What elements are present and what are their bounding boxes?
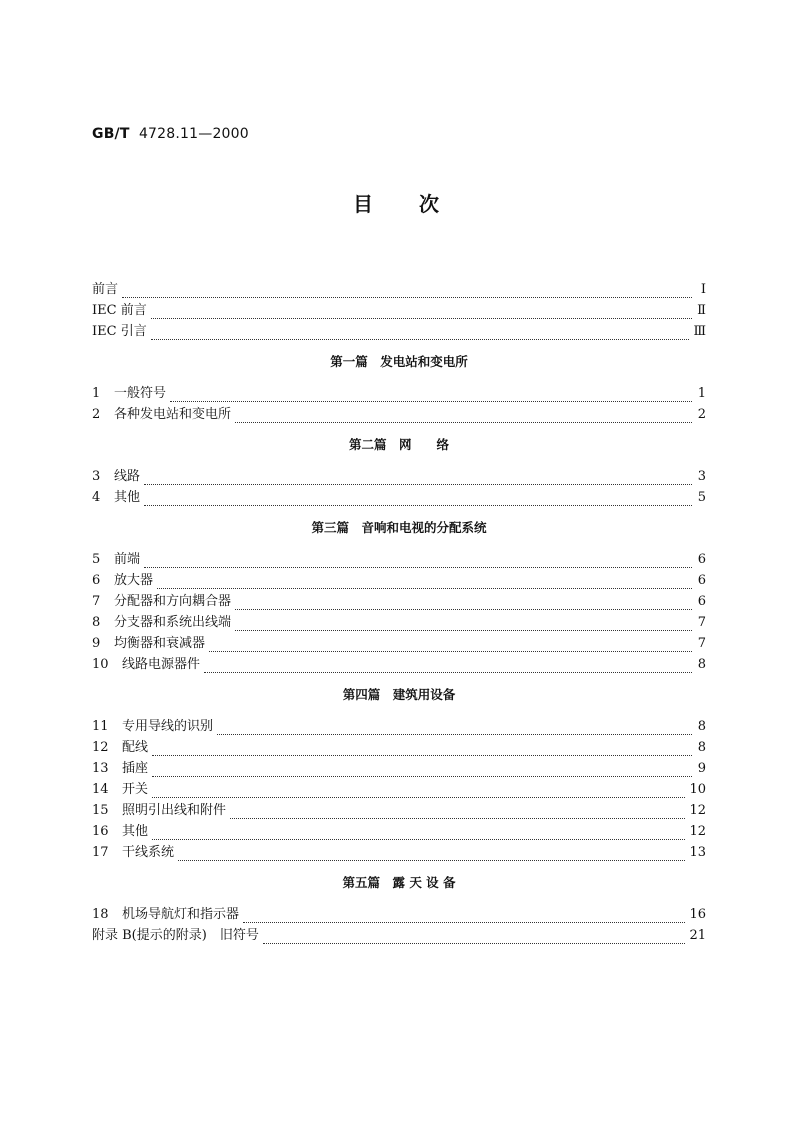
toc-entry[interactable] xyxy=(92,904,706,925)
toc-entry-label: 开关 xyxy=(122,782,149,797)
toc-entry-page: 6 xyxy=(697,552,706,567)
toc-entry[interactable] xyxy=(92,612,706,633)
toc-entry-label: 前言 xyxy=(92,282,119,297)
standard-code-prefix: GB/T xyxy=(92,126,130,142)
toc-entry-label: 放大器 xyxy=(114,573,154,588)
toc-entry[interactable] xyxy=(92,779,706,800)
table-of-contents xyxy=(92,279,706,946)
toc-entry-page: Ⅱ xyxy=(697,303,706,318)
toc-entry[interactable] xyxy=(92,300,706,321)
toc-entry[interactable] xyxy=(92,570,706,591)
toc-entry-page: 7 xyxy=(697,615,706,630)
toc-entry-page: 10 xyxy=(689,782,706,797)
standard-code xyxy=(92,126,249,142)
toc-entry-label: IEC 引言 xyxy=(92,324,147,339)
toc-dot-leader xyxy=(235,618,692,631)
toc-entry-page: 13 xyxy=(689,845,706,860)
toc-entry-number: 15 xyxy=(92,803,109,818)
toc-entry[interactable] xyxy=(92,279,706,300)
toc-entry-page: 12 xyxy=(689,824,706,839)
toc-dot-leader xyxy=(230,806,685,819)
toc-entry[interactable] xyxy=(92,466,706,487)
toc-entry-page: 7 xyxy=(697,636,706,651)
toc-entry[interactable] xyxy=(92,383,706,404)
toc-entry-label: 其他 xyxy=(122,824,149,839)
toc-entry-label: 线路 xyxy=(114,469,141,484)
toc-entry-page: Ⅰ xyxy=(700,282,706,297)
toc-entry-number: 9 xyxy=(92,636,101,651)
toc-dot-leader xyxy=(152,764,692,777)
toc-dot-leader xyxy=(170,389,692,402)
toc-dot-leader xyxy=(243,910,685,923)
toc-entry-number: 18 xyxy=(92,907,109,922)
toc-dot-leader xyxy=(152,743,692,756)
toc-entry-label: 附录 B(提示的附录) 旧符号 xyxy=(92,928,259,943)
part-heading: 第四篇 建筑用设备 xyxy=(342,687,456,702)
toc-dot-leader xyxy=(235,597,692,610)
toc-entry-number: 1 xyxy=(92,386,101,401)
part-heading: 第三篇 音响和电视的分配系统 xyxy=(311,520,487,535)
toc-entry[interactable] xyxy=(92,404,706,425)
toc-entry-number: 12 xyxy=(92,740,109,755)
toc-entry-number: 3 xyxy=(92,469,101,484)
toc-entry[interactable] xyxy=(92,737,706,758)
toc-dot-leader xyxy=(151,306,692,319)
toc-entry-page: 5 xyxy=(697,490,706,505)
toc-entry-label: 均衡器和衰减器 xyxy=(114,636,206,651)
toc-entry-number: 17 xyxy=(92,845,109,860)
toc-entry-page: 2 xyxy=(697,407,706,422)
toc-entry-number: 13 xyxy=(92,761,109,776)
toc-dot-leader xyxy=(217,722,692,735)
toc-entry-label: 线路电源器件 xyxy=(122,657,201,672)
toc-entry[interactable] xyxy=(92,716,706,737)
toc-entry[interactable] xyxy=(92,758,706,779)
toc-entry-page: 21 xyxy=(689,928,706,943)
toc-entry-label: 专用导线的识别 xyxy=(122,719,214,734)
toc-entry-number: 16 xyxy=(92,824,109,839)
toc-entry-label: 干线系统 xyxy=(122,845,175,860)
toc-entry-label: IEC 前言 xyxy=(92,303,147,318)
toc-entry-label: 一般符号 xyxy=(114,386,167,401)
toc-entry-label: 各种发电站和变电所 xyxy=(114,407,232,422)
toc-entry-page: 8 xyxy=(697,657,706,672)
toc-dot-leader xyxy=(151,327,690,340)
toc-entry-page: 6 xyxy=(697,573,706,588)
toc-entry-page: Ⅲ xyxy=(693,324,706,339)
toc-dot-leader xyxy=(263,931,686,944)
toc-entry-label: 其他 xyxy=(114,490,141,505)
toc-entry-number: 8 xyxy=(92,615,101,630)
toc-entry[interactable] xyxy=(92,842,706,863)
part-heading: 第二篇 网 络 xyxy=(348,437,449,452)
toc-dot-leader xyxy=(122,285,692,298)
toc-entry[interactable] xyxy=(92,633,706,654)
toc-entry-number: 7 xyxy=(92,594,101,609)
toc-entry-page: 8 xyxy=(697,740,706,755)
toc-dot-leader xyxy=(152,785,685,798)
toc-dot-leader xyxy=(235,410,692,423)
toc-dot-leader xyxy=(204,660,692,673)
toc-title: 目 次 xyxy=(353,192,441,216)
toc-entry[interactable] xyxy=(92,549,706,570)
toc-dot-leader xyxy=(144,493,692,506)
toc-entry-number: 2 xyxy=(92,407,101,422)
toc-entry-number: 5 xyxy=(92,552,101,567)
toc-dot-leader xyxy=(144,555,692,568)
toc-entry-label: 插座 xyxy=(122,761,149,776)
toc-dot-leader xyxy=(209,639,692,652)
toc-dot-leader xyxy=(178,848,685,861)
part-heading: 第一篇 发电站和变电所 xyxy=(330,354,468,369)
toc-entry[interactable] xyxy=(92,487,706,508)
toc-entry-label: 前端 xyxy=(114,552,141,567)
standard-code-number: 4728.11—2000 xyxy=(138,126,249,142)
part-heading: 第五篇 露 天 设 备 xyxy=(342,875,456,890)
toc-entry-page: 16 xyxy=(689,907,706,922)
toc-entry-label: 照明引出线和附件 xyxy=(122,803,227,818)
toc-entry-label: 配线 xyxy=(122,740,149,755)
toc-entry[interactable] xyxy=(92,654,706,675)
toc-entry[interactable] xyxy=(92,591,706,612)
toc-entry-label: 分支器和系统出线端 xyxy=(114,615,232,630)
toc-entry[interactable] xyxy=(92,821,706,842)
toc-entry-number: 14 xyxy=(92,782,109,797)
toc-entry-number: 10 xyxy=(92,657,109,672)
toc-entry-number: 6 xyxy=(92,573,101,588)
toc-entry[interactable] xyxy=(92,800,706,821)
toc-entry-page: 12 xyxy=(689,803,706,818)
toc-entry-page: 3 xyxy=(697,469,706,484)
toc-entry-page: 6 xyxy=(697,594,706,609)
toc-dot-leader xyxy=(152,827,685,840)
toc-entry-page: 8 xyxy=(697,719,706,734)
toc-entry-page: 1 xyxy=(697,386,706,401)
toc-entry-label: 分配器和方向耦合器 xyxy=(114,594,232,609)
toc-entry-label: 机场导航灯和指示器 xyxy=(122,907,240,922)
toc-entry[interactable] xyxy=(92,321,706,342)
toc-dot-leader xyxy=(157,576,692,589)
toc-entry[interactable] xyxy=(92,925,706,946)
toc-entry-page: 9 xyxy=(697,761,706,776)
toc-entry-number: 11 xyxy=(92,719,109,734)
toc-dot-leader xyxy=(144,472,692,485)
toc-entry-number: 4 xyxy=(92,490,101,505)
